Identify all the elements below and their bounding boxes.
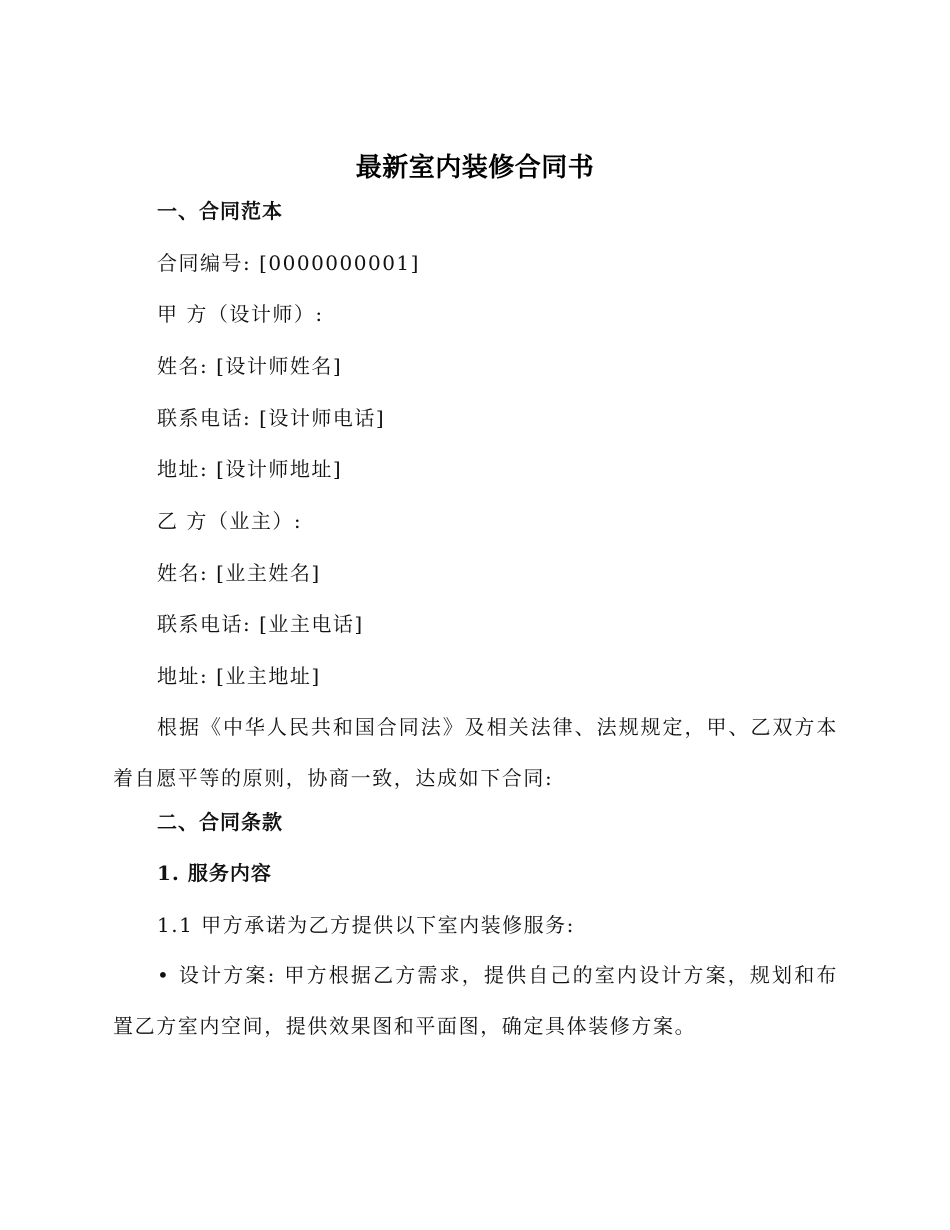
party-a-phone: 联系电话: [设计师电话] <box>157 406 386 430</box>
party-a-address: 地址: [设计师地址] <box>157 457 343 481</box>
bullet-design-plan: • 设计方案: 甲方根据乙方需求，提供自己的室内设计方案，规划和布置乙方室内空间，提供效果图和平面图，确定具体装修方案。 <box>113 963 838 1038</box>
subsection-heading-service-content: 1. 服务内容 <box>157 861 272 885</box>
party-b-name: 姓名: [业主姓名] <box>157 561 321 585</box>
section-heading-contract-terms: 二、合同条款 <box>157 810 283 834</box>
clause-1-1: 1.1 甲方承诺为乙方提供以下室内装修服务: <box>157 913 575 937</box>
party-a-heading: 甲 方（设计师）: <box>157 302 324 326</box>
document-title: 最新室内装修合同书 <box>355 153 595 183</box>
preamble-paragraph: 根据《中华人民共和国合同法》及相关法律、法规规定，甲、乙双方本着自愿平等的原则，协商一致，达成如下合同: <box>113 715 838 790</box>
contract-number: 合同编号: [0000000001] <box>157 251 420 275</box>
party-b-phone: 联系电话: [业主电话] <box>157 612 364 636</box>
party-b-address: 地址: [业主地址] <box>157 664 321 688</box>
party-b-heading: 乙 方（业主）: <box>157 509 303 533</box>
party-a-name: 姓名: [设计师姓名] <box>157 354 343 378</box>
section-heading-contract-template: 一、合同范本 <box>157 199 283 223</box>
